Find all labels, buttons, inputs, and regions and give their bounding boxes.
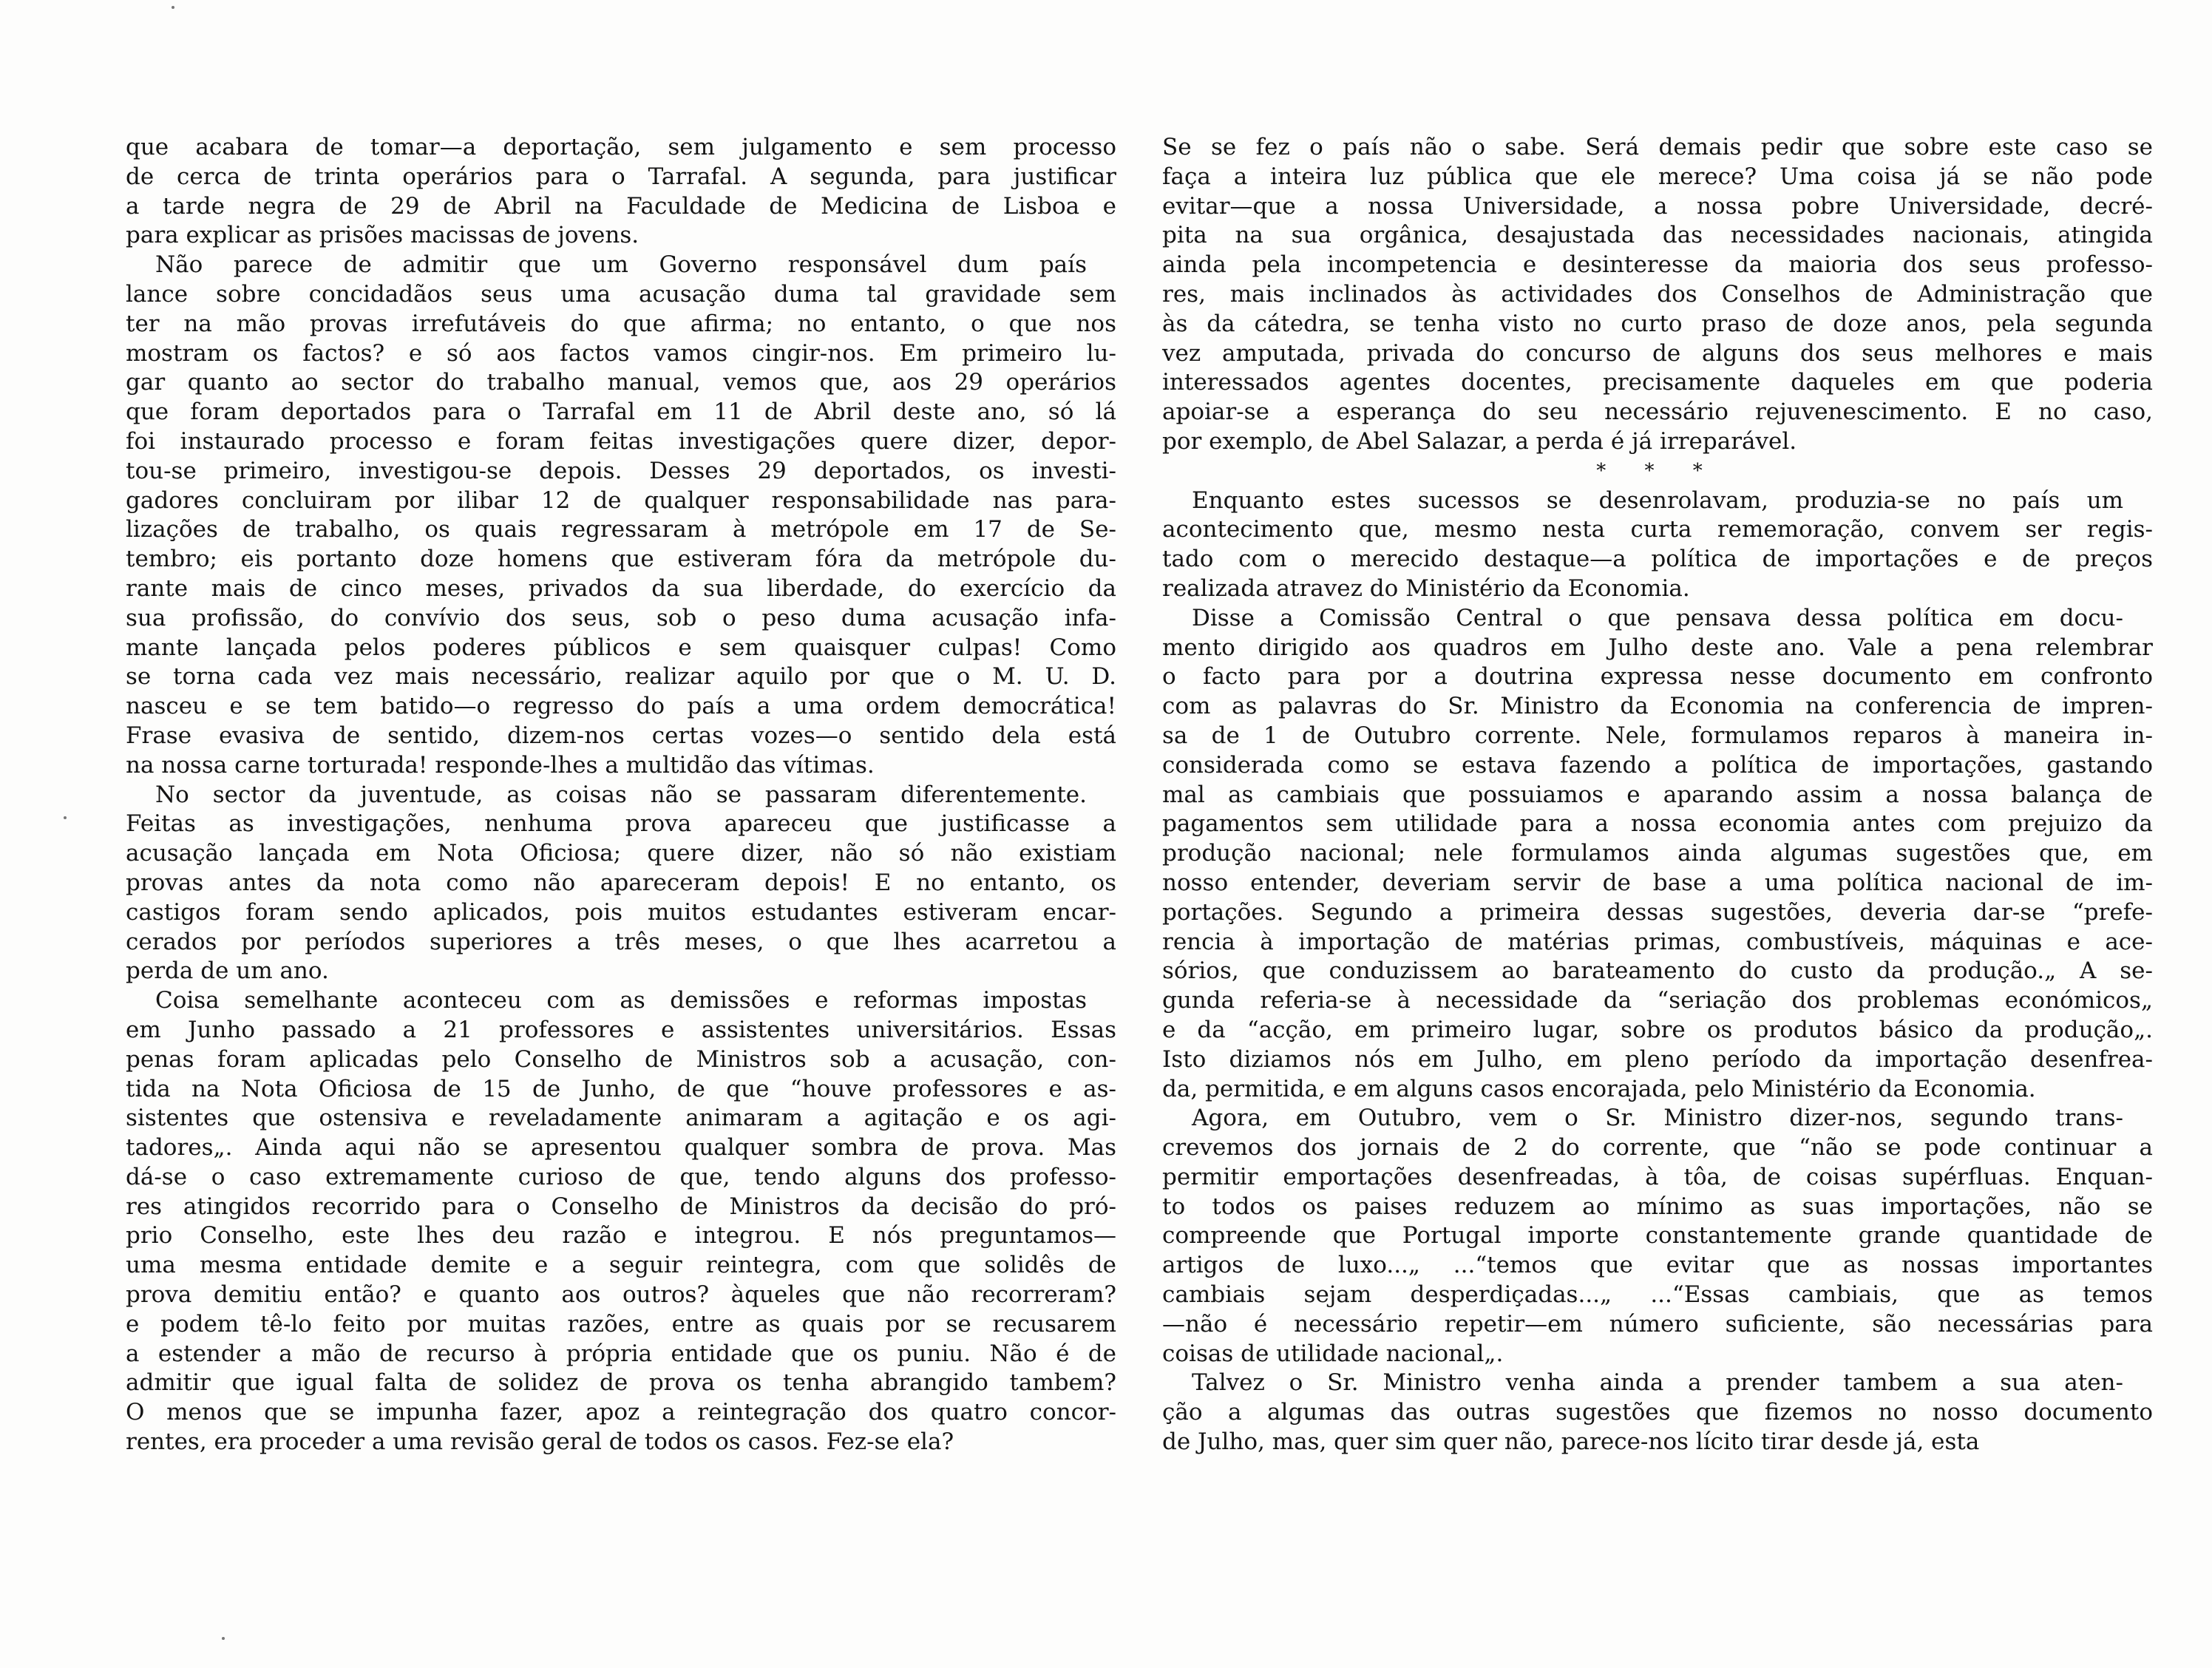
text-line: gunda referia-se à necessidade da “seriação dos problemas económicos„	[1162, 987, 2153, 1014]
text-line: res atingidos recorrido para o Conselho de Ministros da decisão do pró-	[126, 1193, 1116, 1220]
text-line: Feitas as investigações, nenhuma prova apareceu que justificasse a	[126, 810, 1116, 838]
text-line: Isto diziamos nós em Julho, em pleno período da importação desenfrea-	[1162, 1045, 2153, 1073]
text-line: a tarde negra de 29 de Abril na Faculdade de Medicina de Lisboa e	[126, 192, 1116, 220]
text-line: o facto para por a doutrina expressa nesse documento em confronto	[1162, 663, 2153, 691]
text-line: crevemos dos jornais de 2 do corrente, que “não se pode continuar a	[1162, 1134, 2153, 1162]
text-line: prio Conselho, este lhes deu razão e integrou. E nós preguntamos—	[126, 1222, 1116, 1250]
text-line: com as palavras do Sr. Ministro da Economia na conferencia de impren-	[1162, 693, 2153, 720]
text-line: admitir que igual falta de solidez de prova os tenha abrangido tambem?	[126, 1369, 1116, 1397]
text-line: coisas de utilidade nacional„.	[1162, 1340, 1504, 1367]
text-line: de cerca de trinta operários para o Tarrafal. A segunda, para justificar	[126, 163, 1116, 190]
text-line: Talvez o Sr. Ministro venha ainda a prender tambem a sua aten-	[1192, 1369, 2123, 1397]
scan-speck	[222, 1637, 225, 1640]
text-line: por exemplo, de Abel Salazar, a perda é já irreparável.	[1162, 427, 1797, 455]
text-line: em Junho passado a 21 professores e assistentes universitários. Essas	[126, 1016, 1116, 1043]
text-line: que foram deportados para o Tarrafal em 11 de Abril deste ano, só lá	[126, 399, 1116, 426]
text-line: mal as cambiais que possuiamos e aparando assim a nossa balança de	[1162, 781, 2153, 808]
text-line: ainda pela incompetencia e desinteresse da maioria dos seus professo-	[1162, 251, 2153, 279]
text-line: acontecimento que, mesmo nesta curta rememoração, convem ser regis-	[1162, 516, 2153, 543]
text-line: da, permitida, e em alguns casos encorajada, pelo Ministério da Economia.	[1162, 1075, 2036, 1102]
text-line: lizações de trabalho, os quais regressaram à metrópole em 17 de Se-	[126, 516, 1116, 543]
text-line: Disse a Comissão Central o que pensava dessa política em docu-	[1192, 604, 2123, 631]
text-line: nosso entender, deveriam servir de base a uma política nacional de im-	[1162, 869, 2153, 896]
text-line: tida na Nota Oficiosa de 15 de Junho, de que “houve professores e as-	[126, 1075, 1116, 1102]
section-separator-asterisks: * * *	[1596, 459, 1719, 482]
text-line: pagamentos sem utilidade para a nossa economia antes com prejuizo da	[1162, 810, 2153, 838]
text-line: sistentes que ostensiva e reveladamente animaram a agitação e os agi-	[126, 1105, 1116, 1132]
text-line: apoiar-se a esperança do seu necessário rejuvenescimento. E no caso,	[1162, 399, 2153, 426]
right-column-bottom-section	[1162, 486, 2153, 1457]
text-line: pita na sua orgânica, desajustada das necessidades nacionais, atingida	[1162, 222, 2153, 249]
text-line: realizada atravez do Ministério da Economia.	[1162, 574, 1690, 602]
scan-speck	[64, 816, 67, 819]
text-line: Frase evasiva de sentido, dizem-nos certas vozes—o sentido dela está	[126, 722, 1116, 749]
text-line: produção nacional; nele formulamos ainda algumas sugestões que, em	[1162, 840, 2153, 867]
text-line: res, mais inclinados às actividades dos Conselhos de Administração que	[1162, 280, 2153, 308]
text-line: castigos foram sendo aplicados, pois muitos estudantes estiveram encar-	[126, 898, 1116, 926]
text-line: tou-se primeiro, investigou-se depois. Desses 29 deportados, os investi-	[126, 457, 1116, 484]
text-line: perda de um ano.	[126, 957, 329, 985]
text-line: penas foram aplicadas pelo Conselho de Ministros sob a acusação, con-	[126, 1045, 1116, 1073]
text-line: O menos que se impunha fazer, apoz a reintegração dos quatro concor-	[126, 1399, 1116, 1426]
text-line: Enquanto estes sucessos se desenrolavam, produzia-se no país um	[1192, 486, 2123, 514]
text-line: interessados agentes docentes, precisamente daqueles em que poderia	[1162, 369, 2153, 396]
text-line: para explicar as prisões macissas de jovens.	[126, 222, 639, 249]
text-line: mante lançada pelos poderes públicos e sem quaisquer culpas! Como	[126, 634, 1116, 661]
text-line: dá-se o caso extremamente curioso de que, tendo alguns dos professo-	[126, 1163, 1116, 1190]
text-line: às da cátedra, se tenha visto no curto praso de doze anos, pela segunda	[1162, 310, 2153, 337]
text-line: a estender a mão de recurso à própria entidade que os puniu. Não é de	[126, 1340, 1116, 1367]
paragraph	[126, 781, 1116, 987]
text-line: portações. Segundo a primeira dessas sugestões, deveria dar-se “prefe-	[1162, 898, 2153, 926]
text-line: Agora, em Outubro, vem o Sr. Ministro dizer-nos, segundo trans-	[1192, 1105, 2123, 1132]
scan-speck	[172, 6, 174, 9]
paragraph	[126, 133, 1116, 251]
text-line: que acabara de tomar—a deportação, sem julgamento e sem processo	[126, 134, 1116, 160]
text-line: Se se fez o país não o sabe. Será demais pedir que sobre este caso se	[1162, 134, 2153, 160]
paragraph	[126, 986, 1116, 1457]
text-line: rencia à importação de matérias primas, combustíveis, máquinas e ace-	[1162, 928, 2153, 955]
text-line: artigos de luxo...„ ...“temos que evitar que as nossas importantes	[1162, 1252, 2153, 1279]
text-line: na nossa carne torturada! responde-lhes a multidão das vítimas.	[126, 751, 875, 779]
text-line: e da “acção, em primeiro lugar, sobre os produtos básico da produção„.	[1162, 1016, 2153, 1043]
text-line: —não é necessário repetir—em número suficiente, são necessárias para	[1162, 1310, 2153, 1338]
text-line: nasceu e se tem batido—o regresso do país a uma ordem democrática!	[126, 693, 1116, 720]
right-column-top-section	[1162, 133, 2153, 457]
text-line: evitar—que a nossa Universidade, a nossa pobre Universidade, decré-	[1162, 192, 2153, 220]
text-line: considerada como se estava fazendo a política de importações, gastando	[1162, 751, 2153, 779]
text-line: sórios, que conduzissem ao barateamento do custo da produção.„ A se-	[1162, 957, 2153, 985]
paragraph	[1162, 486, 2153, 604]
text-line: rentes, era proceder a uma revisão geral de todos os casos. Fez-se ela?	[126, 1428, 954, 1456]
text-line: e podem tê-lo feito por muitas razões, entre as quais por se recusarem	[126, 1310, 1116, 1338]
paragraph	[1162, 133, 2153, 457]
text-line: prova demitiu então? e quanto aos outros? àqueles que não recorreram?	[126, 1281, 1116, 1309]
text-line: mostram os factos? e só aos factos vamos cingir-nos. Em primeiro lu-	[126, 339, 1116, 367]
text-line: permitir emportações desenfreadas, à tôa, de coisas supérfluas. Enquan-	[1162, 1163, 2153, 1190]
text-line: cerados por períodos superiores a três meses, o que lhes acarretou a	[126, 928, 1116, 955]
text-line: lance sobre concidadãos seus uma acusação duma tal gravidade sem	[126, 280, 1116, 308]
text-line: sa de 1 de Outubro corrente. Nele, formulamos reparos à maneira in-	[1162, 722, 2153, 749]
text-line: ção a algumas das outras sugestões que fizemos no nosso documento	[1162, 1399, 2153, 1426]
text-line: Não parece de admitir que um Governo responsável dum país	[155, 251, 1087, 279]
text-line: rante mais de cinco meses, privados da sua liberdade, do exercício da	[126, 574, 1116, 602]
text-line: gadores concluiram por ilibar 12 de qualquer responsabilidade nas para-	[126, 486, 1116, 514]
text-line: se torna cada vez mais necessário, realizar aquilo por que o M. U. D.	[126, 663, 1116, 691]
paragraph	[1162, 604, 2153, 1105]
text-line: foi instaurado processo e foram feitas investigações quere dizer, depor-	[126, 427, 1116, 455]
text-line: Coisa semelhante aconteceu com as demissões e reformas impostas	[155, 987, 1087, 1014]
right-text-column	[1162, 133, 2153, 1457]
text-line: acusação lançada em Nota Oficiosa; quere dizer, não só não existiam	[126, 840, 1116, 867]
text-line: tadores„. Ainda aqui não se apresentou qualquer sombra de prova. Mas	[126, 1134, 1116, 1162]
text-line: uma mesma entidade demite e a seguir reintegra, com que solidês de	[126, 1252, 1116, 1279]
text-line: tado com o merecido destaque—a política de importações e de preços	[1162, 546, 2153, 573]
text-line: de Julho, mas, quer sim quer não, parece-nos lícito tirar desde já, esta	[1162, 1428, 1980, 1456]
paragraph	[126, 251, 1116, 780]
text-line: vez amputada, privada do concurso de alguns dos seus melhores e mais	[1162, 339, 2153, 367]
text-line: provas antes da nota como não apareceram depois! E no entanto, os	[126, 869, 1116, 896]
text-line: to todos os paises reduzem ao mínimo as suas importações, não se	[1162, 1193, 2153, 1220]
paragraph	[1162, 1369, 2153, 1457]
text-line: mento dirigido aos quadros em Julho deste ano. Vale a pena relembrar	[1162, 634, 2153, 661]
text-line: compreende que Portugal importe constantemente grande quantidade de	[1162, 1222, 2153, 1250]
text-line: faça a inteira luz pública que ele merece? Uma coisa já se não pode	[1162, 163, 2153, 190]
left-text-column	[126, 133, 1116, 1457]
text-line: ter na mão provas irrefutáveis do que afirma; no entanto, o que nos	[126, 310, 1116, 337]
text-line: gar quanto ao sector do trabalho manual, vemos que, aos 29 operários	[126, 369, 1116, 396]
text-line: tembro; eis portanto doze homens que estiveram fóra da metrópole du-	[126, 546, 1116, 573]
text-line: No sector da juventude, as coisas não se passaram diferentemente.	[155, 781, 1087, 808]
text-line: sua profissão, do convívio dos seus, sob o peso duma acusação infa-	[126, 604, 1116, 631]
paragraph	[1162, 1104, 2153, 1369]
text-line: cambiais sejam desperdiçadas...„ ...“Essas cambiais, que as temos	[1162, 1281, 2153, 1309]
